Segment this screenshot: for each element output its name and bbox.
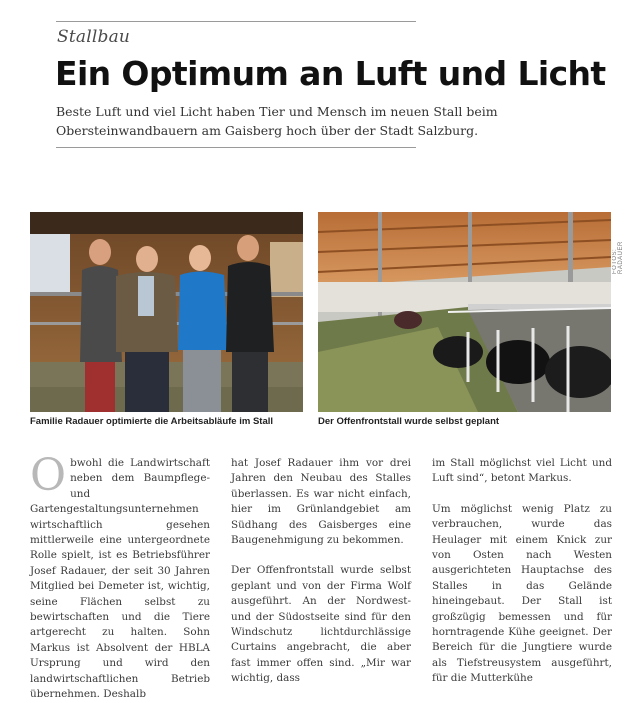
barn-illustration: [318, 212, 611, 412]
paragraph: im Stall möglichst viel Licht und Luft sind“, betont Markus.: [432, 457, 612, 485]
photo-family: [30, 212, 303, 412]
paragraph: Obwohl die Landwirtschaft neben dem Baumpflege- und Gartengestaltungsunternehmen wirtschaftlich gesehen mittlerweile eine untergeordnete Rolle spielt, ist es Betriebsführer Josef Radauer, der seit 30 Jahren Mitglied bei Demeter ist, wichtig, seine Flächen selbst zu bewirtschaften und die Tiere artgerecht zu halten. Sohn Markus ist Absolvent der HBLA Ursprung und wird den landwirtschaftlichen Betrieb übernehmen. Deshalb: [30, 450, 210, 701]
caption-barn: Der Offenfrontstall wurde selbst geplant: [318, 416, 500, 427]
photo-barn: [318, 212, 611, 412]
drop-cap: O: [30, 450, 67, 501]
paragraph: hat Josef Radauer ihm vor drei Jahren den Neubau des Stalles überlassen. Es war nicht einfach, hier im Grünlandgebiet am Südhang des Gaisberges eine Baugenehmigung zu bekommen.: [231, 457, 411, 547]
section-kicker: Stallbau: [57, 27, 131, 47]
paragraph: Um möglichst wenig Platz zu verbrauchen, wurde das Heulager mit einem Knick zur von Osten nach Westen ausgerichteten Hauptachse des Stalles in das Gelände hineingebaut. Der Stall ist großzügig bemessen und für horntragende Kühe geeignet. Der Bereich für die Jungtiere wurde als Tiefstreusystem ausgeführt, für die Mutterkühe: [432, 502, 612, 685]
article-column-3: [432, 456, 612, 687]
caption-family: Familie Radauer optimierte die Arbeitsabläufe im Stall: [30, 416, 274, 427]
top-rule: [56, 21, 416, 22]
article-lead: Beste Luft und viel Licht haben Tier und Mensch im neuen Stall beim Obersteinwandbauern am Gaisberg hoch über der Stadt Salzburg.: [56, 104, 498, 138]
article-column-2: [231, 456, 411, 687]
paragraph: Der Offenfrontstall wurde selbst geplant und von der Firma Wolf ausgeführt. An der Nordwest- und der Südostseite sind für den Windschutz lichtdurchlässige Curtains angebracht, die aber fast immer offen sind. „Mir war wichtig, dass: [231, 564, 411, 685]
photo-credit: FOTOS: RADAUER: [612, 241, 624, 274]
family-illustration: [30, 212, 303, 412]
article-column-1: [30, 450, 210, 703]
lead-rule: [56, 147, 416, 148]
article-headline: Ein Optimum an Luft und Licht: [55, 54, 606, 93]
